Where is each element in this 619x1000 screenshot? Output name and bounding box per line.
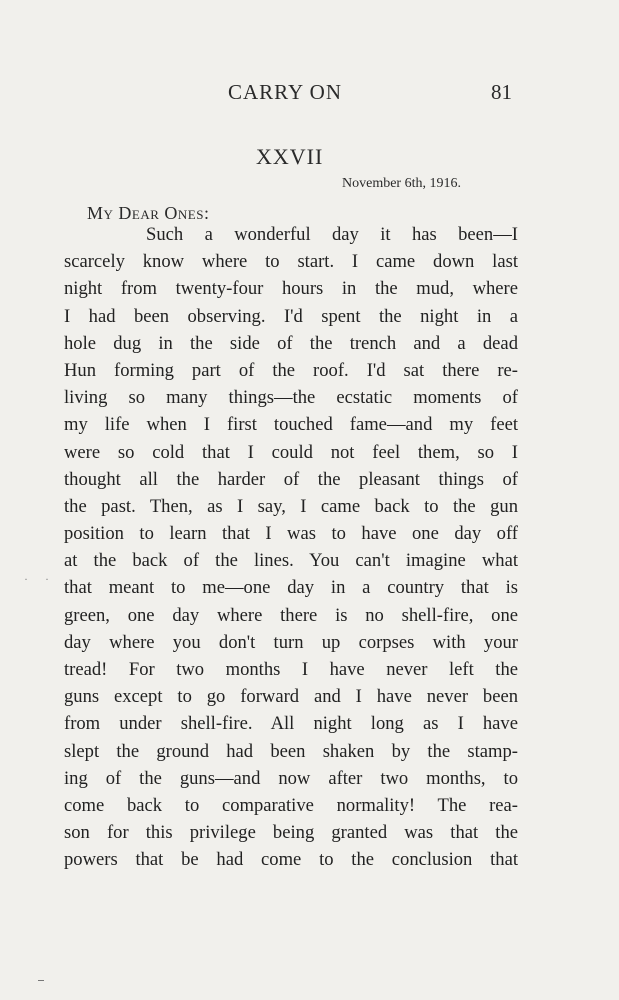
body-line: day where you don't turn up corpses with your — [64, 631, 518, 653]
page-number: 81 — [491, 80, 512, 104]
body-line: slept the ground had been shaken by the stamp- — [64, 740, 518, 762]
body-line: that meant to me—one day in a country that is — [64, 577, 518, 599]
body-line: come back to comparative normality! The rea- — [64, 794, 518, 816]
body-line: night from twenty-four hours in the mud, where — [64, 278, 518, 300]
body-line: position to learn that I was to have one day off — [64, 523, 518, 545]
letter-body — [64, 221, 518, 874]
body-line: hole dug in the side of the trench and a dead — [64, 332, 518, 354]
chapter-number: XXVII — [256, 144, 324, 169]
body-line: scarcely know where to start. I came down last — [64, 251, 518, 273]
letter-salutation: My Dear Ones: — [87, 203, 210, 223]
body-line: powers that be had come to the conclusion that — [64, 849, 518, 871]
body-line: tread! For two months I have never left the — [64, 659, 518, 680]
body-line: guns except to go forward and I have never been — [64, 686, 518, 708]
body-line: Such a wonderful day it has been—I — [146, 224, 518, 245]
running-head-title: CARRY ON — [228, 80, 342, 104]
body-line: the past. Then, as I say, I came back to the gun — [64, 495, 518, 517]
body-line: Hun forming part of the roof. I'd sat there re- — [64, 359, 518, 381]
body-line: green, one day where there is no shell-fire, one — [64, 604, 518, 626]
margin-specks: · · — [24, 572, 57, 586]
body-line: at the back of the lines. You can't imagine what — [64, 550, 518, 572]
body-line: were so cold that I could not feel them, so I — [64, 441, 518, 463]
body-line: thought all the harder of the pleasant things of — [64, 468, 518, 490]
body-line: living so many things—the ecstatic moments of — [64, 387, 518, 409]
body-line: my life when I first touched fame—and my feet — [64, 414, 518, 436]
margin-mark — [38, 980, 44, 981]
letter-date: November 6th, 1916. — [342, 176, 461, 191]
body-line: I had been observing. I'd spent the night in a — [64, 305, 518, 327]
body-line: son for this privilege being granted was that the — [64, 822, 518, 844]
body-line: ing of the guns—and now after two months, to — [64, 767, 518, 789]
body-line: from under shell-fire. All night long as I have — [64, 713, 518, 735]
